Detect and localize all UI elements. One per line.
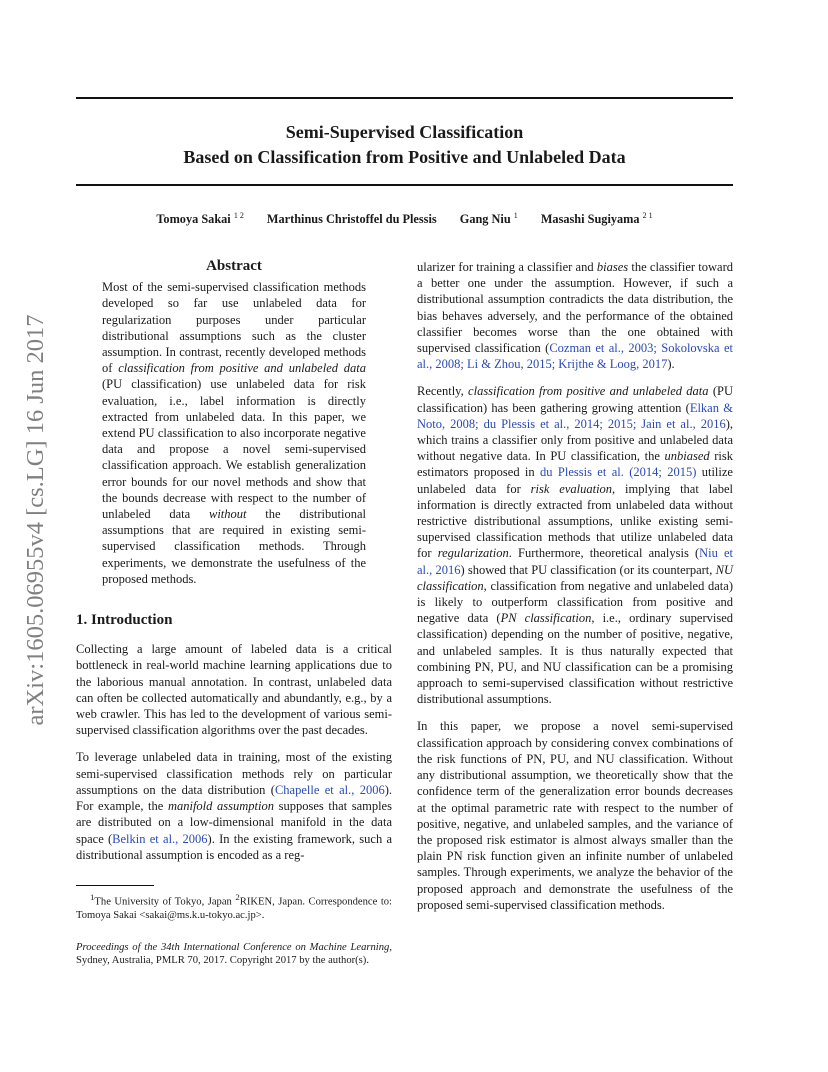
author [541,212,653,226]
author-name: Masashi Sugiyama [540,212,640,227]
author-affiliation: 2 1 [642,211,653,220]
author-affiliation: 1 [513,211,518,220]
intro-paragraph-5: In this paper, we propose a novel semi-supervised classification approach by considering convex combinations of the risk functions of PN, PU, and NU classification. Without any distributional assumption, we theoretically show that the confidence term of the generalization error bounds decreases at the optimal parametric rate with respect to the number of positive, negative, and unlabeled samples, and the variance of the proposed risk estimator is almost always smaller than the plain PN risk function given an infinite number of unlabeled samples. Through experiments, we analyze the behavior of the proposed approach and demonstrate the usefulness of the proposed semi-supervised classification methods. [417,719,733,912]
author [460,212,518,226]
author-name: Gang Niu [459,212,511,227]
section-heading-introduction: 1. Introduction [76,612,173,629]
intro-paragraph-2: To leverage unlabeled data in training, most of the existing semi-supervised classification methods rely on particular assumptions on the data distribution (Chapelle et al., 2006). For example, the manifold assumption supposes that samples are distributed on a low-dimensional manifold in the data space (Belkin et al., 2006). In the existing framework, such a distributional assumption is encoded as a reg- [76,750,393,862]
paper-title-line-2: Based on Classification from Positive and Unlabeled Data [183,147,626,167]
proceedings-note: Proceedings of the 34th International Conference on Machine Learning, Sydney, Australia, PMLR 70, 2017. Copyright 2017 by the author(s). [76,941,392,967]
left-column [76,258,392,874]
affiliation-footnote: $^1$The University of Tokyo, Japan $^2$RIKEN, Japan. Correspondence to: Tomoya Sakai <sakai@ms.k.u-tokyo.ac.jp>. [76,892,393,922]
citation-link[interactable]: Belkin et al., 2006 [112,831,208,846]
author-affiliation: 1 2 [233,211,244,220]
citation-link[interactable]: du Plessis et al. (2014; 2015) [540,465,697,480]
citation-link[interactable]: Niu et al., 2016 [417,546,733,577]
intro-paragraph-1: Collecting a large amount of labeled data is a critical bottleneck in real-world machine learning applications due to the laborious manual annotation. In contrast, unlabeled data can often be collected automatically and abundantly, e.g., by a web crawler. This has led to the development of various semi-supervised classification algorithms over the past decades. [76,642,392,738]
abstract-heading: Abstract [206,258,262,274]
bottom-rule [76,184,733,186]
citation-link[interactable]: Chapelle et al., 2006 [274,782,385,797]
author [156,212,243,226]
author-list [76,211,733,227]
citation-link[interactable]: Cozman et al., 2003; Sokolovska et al., 2008; Li & Zhou, 2015; Krijthe & Loog, 2017 [417,341,733,372]
author-name: Marthinus Christoffel du Plessis [266,212,437,227]
citation-link[interactable]: Elkan & Noto, 2008; du Plessis et al., 2014; 2015; Jain et al., 2016 [417,400,733,431]
footnote-divider [76,885,154,886]
author-name: Tomoya Sakai [156,212,231,227]
author [267,212,437,226]
footnotes [76,885,392,968]
right-column [417,259,733,924]
intro-paragraph-3: ularizer for training a classifier and biases the classifier toward a better one under the assumption. However, if such a distributional assumption contradicts the data distribution, the bias behaves adversely, and the performance of the obtained classifier becomes worse than the one obtained with supervised classification (Cozman et al., 2003; Sokolovska et al., 2008; Li & Zhou, 2015; Krijthe & Loog, 2017). [417,260,733,372]
arxiv-identifier: arXiv:1605.06955v4 [cs.LG] 16 Jun 2017 [21,314,49,726]
abstract-text: Most of the semi-supervised classification methods developed so far use unlabeled data for regularization purposes under particular distributional assumptions such as the cluster assumption. In contrast, recently developed methods of classification from positive and unlabeled data (PU classification) use unlabeled data for risk evaluation, i.e., label information is directly extracted from unlabeled data. In this paper, we extend PU classification to also incorporate negative data and propose a novel semi-supervised classification approach. We establish generalization error bounds for our novel methods and show that the bounds decrease with respect to the number of unlabeled data without the distributional assumptions that are required in existing semi-supervised classification methods. Through experiments, we demonstrate the usefulness of the proposed methods. [102,280,366,586]
intro-paragraph-4: Recently, classification from positive and unlabeled data (PU classification) has been gathering growing attention (Elkan & Noto, 2008; du Plessis et al., 2014; 2015; Jain et al., 2016), which trains a classifier only from positive and unlabeled data without negative data. In PU classification, the unbiased risk estimators proposed in du Plessis et al. (2014; 2015) utilize unlabeled data for risk evaluation, implying that label information is directly extracted from unlabeled data without restrictive distributional assumptions, unlike existing semi-supervised classification methods that utilize unlabeled data for regularization. Furthermore, theoretical analysis (Niu et al., 2016) showed that PU classification (or its counterpart, NU classification, classification from negative and unlabeled data) is likely to outperform classification from positive and negative data (PN classification, i.e., ordinary supervised classification) depending on the number of positive, negative, and unlabeled samples. It is thus naturally expected that combining PN, PU, and NU classification can be a promising approach to semi-supervised classification without restrictive distributional assumptions. [417,384,734,707]
top-rule [76,97,733,99]
paper-title-line-1: Semi-Supervised Classification [285,122,524,142]
